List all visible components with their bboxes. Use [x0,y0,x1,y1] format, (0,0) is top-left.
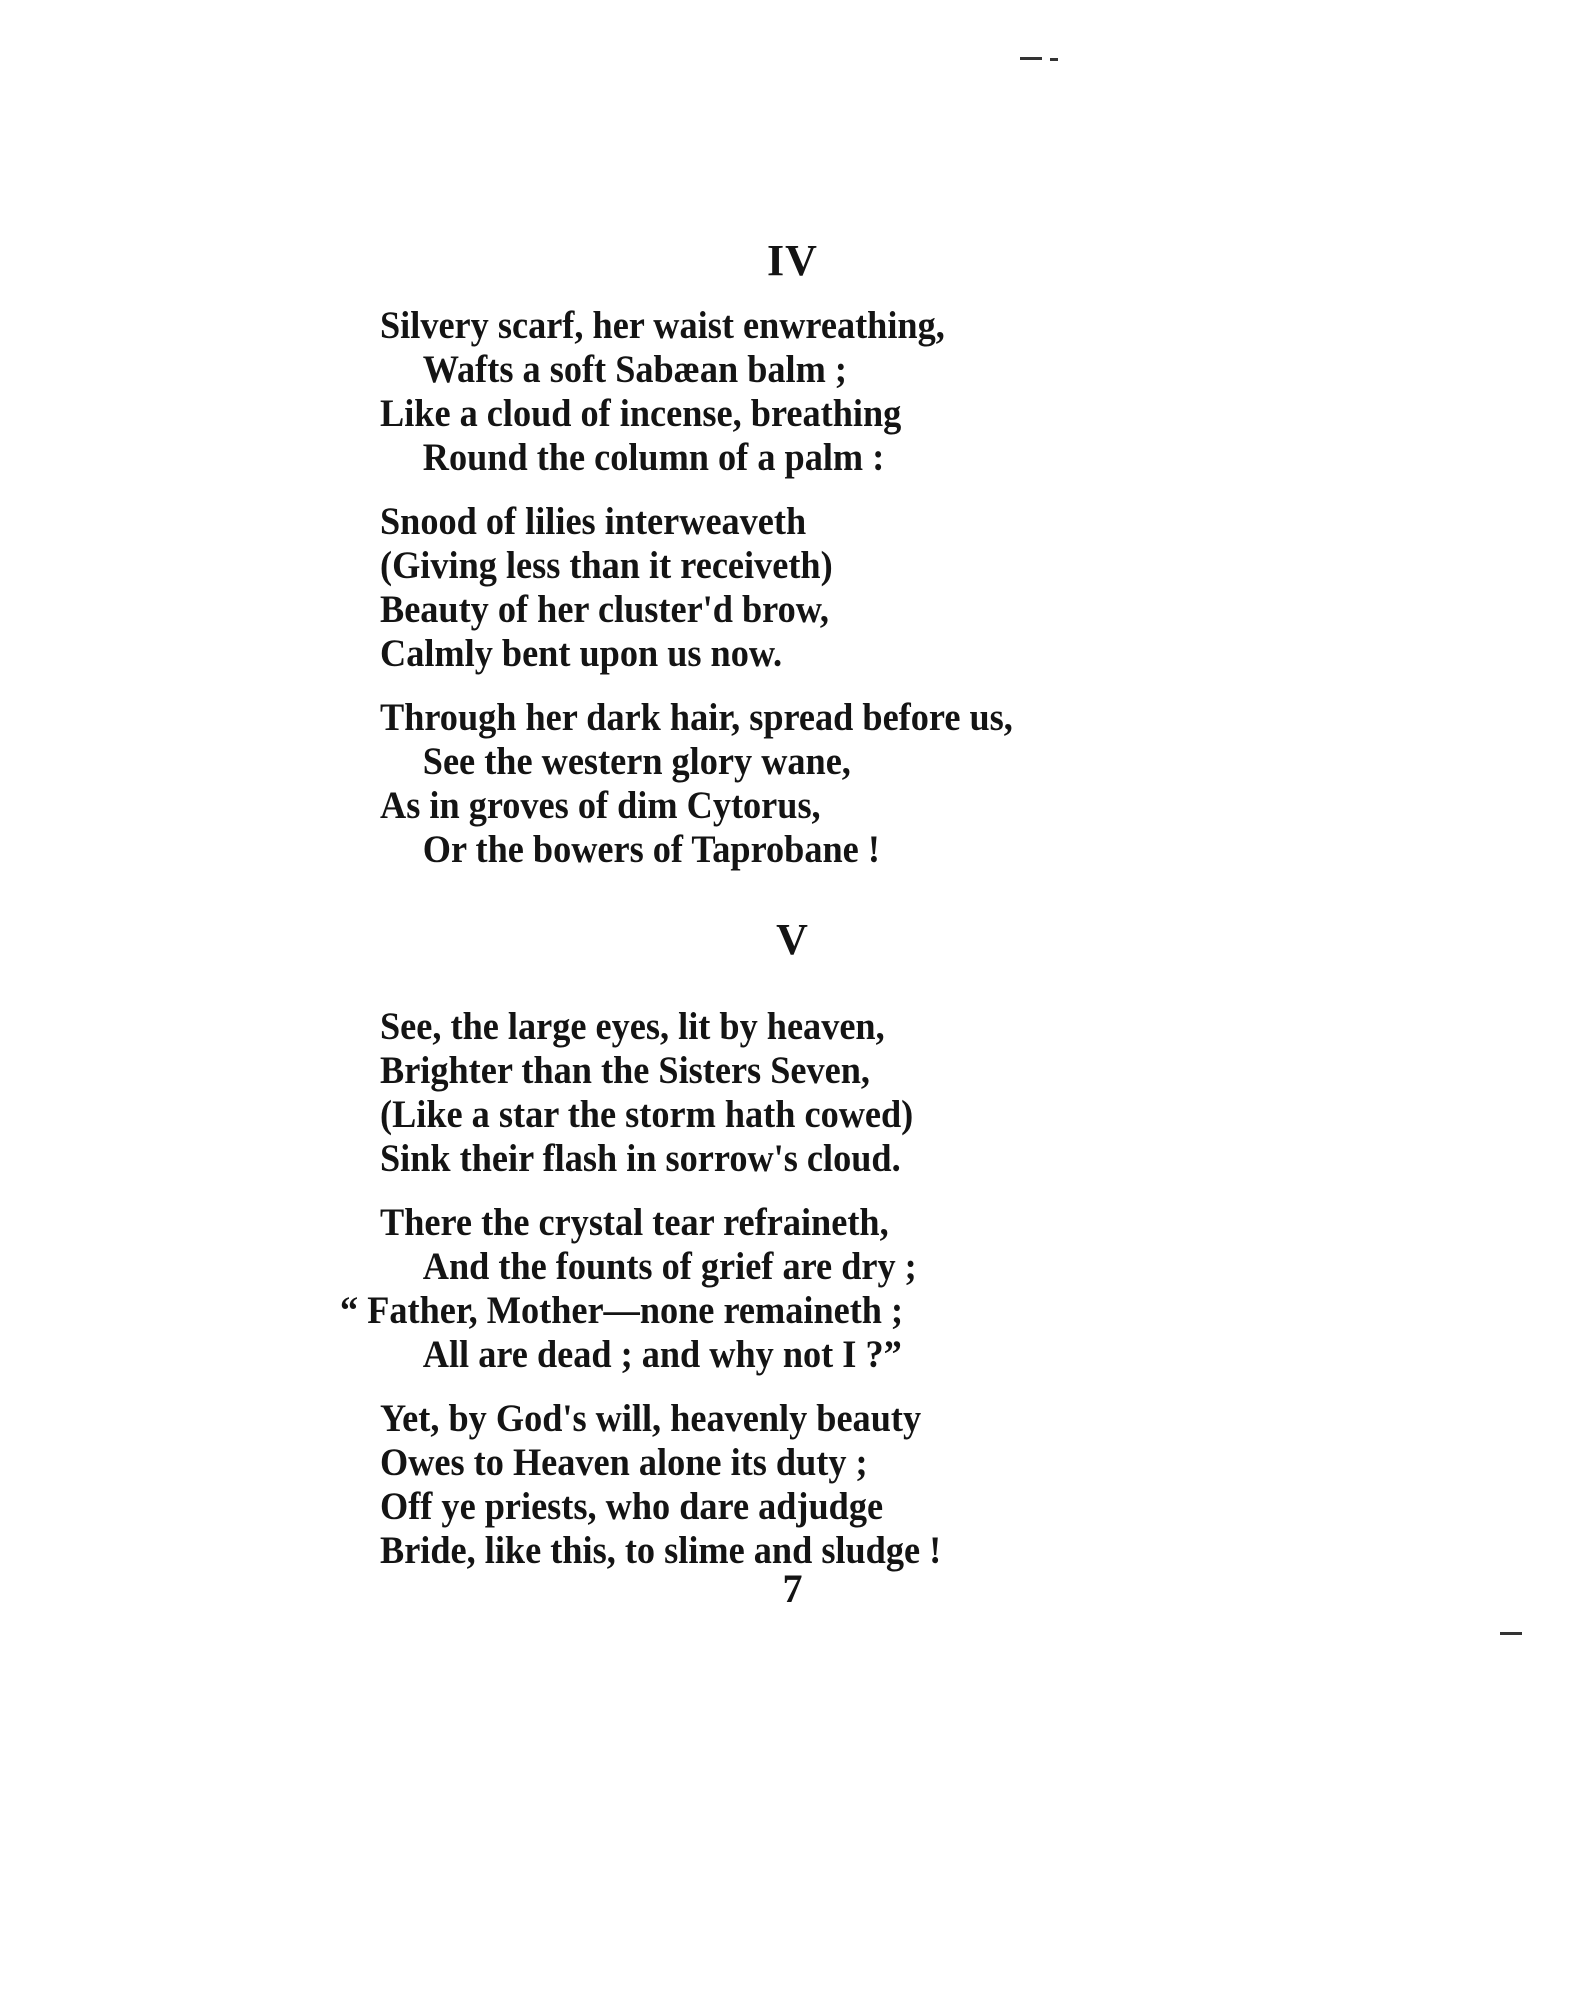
verse-line: Brighter than the Sisters Seven, [380,1049,870,1092]
section-heading-v: V [776,915,809,964]
scan-speck [1020,57,1042,60]
verse-line: There the crystal tear refraineth, [380,1201,889,1244]
verse-line: And the founts of grief are dry ; [422,1245,917,1288]
stanza [380,696,1380,872]
verse-line: “ Father, Mother—none remaineth ; [340,1289,904,1332]
verse-line: Beauty of her cluster'd brow, [380,588,830,631]
verse-line: Bride, like this, to slime and sludge ! [380,1529,942,1572]
section-v-poem [340,1005,1380,1573]
verse-line: Silvery scarf, her waist enwreathing, [380,304,945,347]
verse-line: See the western glory wane, [422,740,851,783]
stanza [380,1005,1380,1181]
verse-line: Like a cloud of incense, breathing [380,392,902,435]
verse-line: Off ye priests, who dare adjudge [380,1485,884,1528]
verse-line: (Like a star the storm hath cowed) [380,1093,914,1136]
verse-line: See, the large eyes, lit by heaven, [380,1005,885,1048]
verse-line: Sink their flash in sorrow's cloud. [380,1137,901,1180]
verse-line: Calmly bent upon us now. [380,632,783,675]
page-number: 7 [782,1566,803,1611]
verse-line: (Giving less than it receiveth) [380,544,833,587]
verse-line: As in groves of dim Cytorus, [380,784,821,827]
stanza [380,304,1380,480]
verse-line: All are dead ; and why not I ?” [422,1333,902,1376]
verse-line: Wafts a soft Sabæan balm ; [422,348,847,391]
verse-line: Snood of lilies interweaveth [380,500,807,543]
verse-line: Yet, by God's will, heavenly beauty [380,1397,922,1440]
stanza [380,1397,1380,1573]
section-heading-iv: IV [767,236,818,285]
verse-line: Round the column of a palm : [422,436,885,479]
verse-line: Owes to Heaven alone its duty ; [380,1441,868,1484]
stanza [380,500,1380,676]
section-iv-poem [380,304,1380,872]
stanza [340,1201,1380,1377]
verse-line: Or the bowers of Taprobane ! [422,828,880,871]
scan-speck [1050,58,1058,61]
verse-line: Through her dark hair, spread before us, [380,696,1013,739]
scan-speck [1500,1632,1522,1635]
